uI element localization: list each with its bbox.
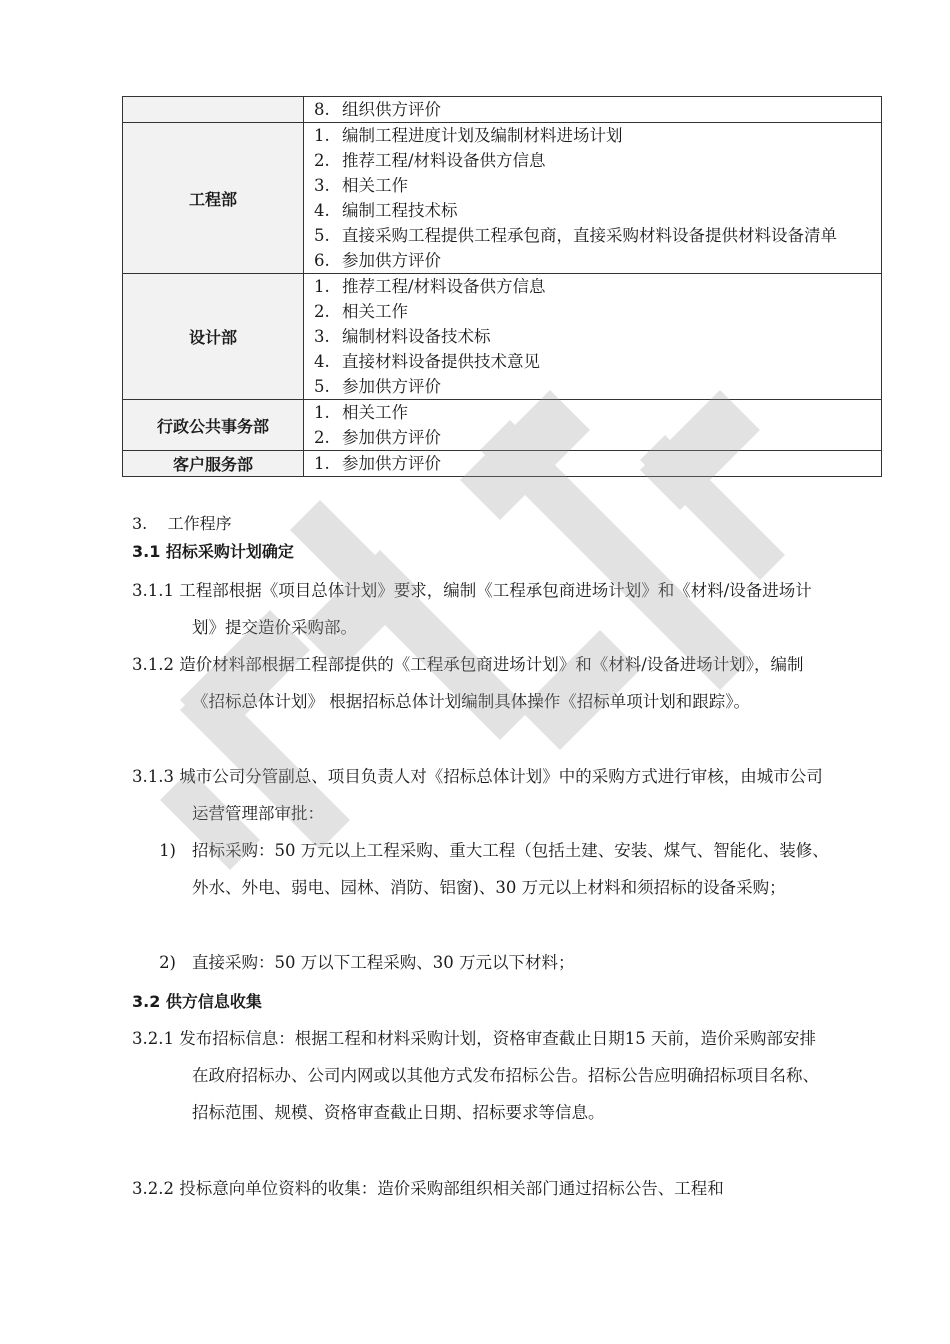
duty-number: 2. bbox=[314, 428, 330, 447]
duty-number: 3. bbox=[314, 327, 330, 346]
duty-item bbox=[314, 324, 873, 349]
list-item-2 bbox=[120, 944, 832, 981]
list-number: 2) bbox=[159, 953, 176, 972]
duty-item bbox=[314, 400, 873, 425]
duty-number: 4. bbox=[314, 352, 330, 371]
table-row bbox=[123, 400, 882, 451]
table-row bbox=[123, 274, 882, 400]
duty-item bbox=[314, 198, 873, 223]
duty-text: 推荐工程/材料设备供方信息 bbox=[342, 151, 546, 170]
duty-number: 5. bbox=[314, 226, 330, 245]
duty-text: 相关工作 bbox=[342, 302, 408, 321]
section-3-1-title bbox=[132, 540, 832, 564]
list-text: 招标采购：50 万元以上工程采购、重大工程（包括土建、安装、煤气、智能化、装修、外水、外电、弱电、园林、消防、铝窗)、30 万元以上材料和须招标的设备采购； bbox=[192, 841, 829, 897]
duty-item bbox=[314, 248, 873, 273]
section-title: 工作程序 bbox=[167, 514, 232, 533]
paragraph-text: 3.1.3 城市公司分管副总、项目负责人对《招标总体计划》中的采购方式进行审核，由城市公司运营管理部审批： bbox=[132, 767, 823, 823]
duty-number: 2. bbox=[314, 151, 330, 170]
duty-item bbox=[314, 349, 873, 374]
department-name-cell: 工程部 bbox=[123, 123, 304, 274]
duty-number: 1. bbox=[314, 126, 330, 145]
duty-text: 相关工作 bbox=[342, 403, 408, 422]
duty-number: 1. bbox=[314, 454, 330, 473]
duty-text: 参加供方评价 bbox=[342, 454, 441, 473]
duty-number: 8. bbox=[314, 100, 330, 119]
list-text: 直接采购：50 万以下工程采购、30 万元以下材料； bbox=[192, 953, 575, 972]
department-name-cell: 设计部 bbox=[123, 274, 304, 400]
para-3-1-2 bbox=[132, 646, 832, 720]
paragraph-text: 3.1.1 工程部根据《项目总体计划》要求，编制《工程承包商进场计划》和《材料/设备进场计划》提交造价采购部。 bbox=[132, 581, 812, 637]
duty-text: 推荐工程/材料设备供方信息 bbox=[342, 277, 546, 296]
duty-item bbox=[314, 173, 873, 198]
duty-number: 2. bbox=[314, 302, 330, 321]
duty-number: 3. bbox=[314, 176, 330, 195]
duty-number: 1. bbox=[314, 403, 330, 422]
duty-item bbox=[314, 299, 873, 324]
duty-number: 6. bbox=[314, 251, 330, 270]
duty-text: 直接采购工程提供工程承包商，直接采购材料设备提供材料设备清单 bbox=[342, 226, 837, 245]
duty-text: 参加供方评价 bbox=[342, 251, 441, 270]
paragraph-text: 3.2.1 发布招标信息：根据工程和材料采购计划，资格审查截止日期15 天前，造价采购部安排在政府招标办、公司内网或以其他方式发布招标公告。招标公告应明确招标项目名称、招标范围、规模、资格审查截止日期、招标要求等信息。 bbox=[132, 1029, 819, 1122]
duty-text: 直接材料设备提供技术意见 bbox=[342, 352, 540, 371]
duties-cell bbox=[304, 400, 882, 451]
section-3-heading bbox=[132, 512, 832, 536]
duty-text: 组织供方评价 bbox=[342, 100, 441, 119]
table-row bbox=[123, 97, 882, 123]
table-row bbox=[123, 451, 882, 477]
duty-number: 4. bbox=[314, 201, 330, 220]
duties-cell bbox=[304, 97, 882, 123]
duties-cell bbox=[304, 123, 882, 274]
duty-text: 编制工程技术标 bbox=[342, 201, 458, 220]
section-number: 3. bbox=[132, 514, 148, 533]
duty-item bbox=[314, 425, 873, 450]
department-name-cell: 行政公共事务部 bbox=[123, 400, 304, 451]
para-3-1-1 bbox=[132, 572, 832, 646]
duty-number: 5. bbox=[314, 377, 330, 396]
duties-cell bbox=[304, 274, 882, 400]
duty-text: 参加供方评价 bbox=[342, 377, 441, 396]
paragraph-text: 3.1.2 造价材料部根据工程部提供的《工程承包商进场计划》和《材料/设备进场计划》，编制《招标总体计划》 根据招标总体计划编制具体操作《招标单项计划和跟踪》。 bbox=[132, 655, 804, 711]
duties-cell bbox=[304, 451, 882, 477]
duty-item bbox=[314, 123, 873, 148]
paragraph-text: 3.2.2 投标意向单位资料的收集：造价采购部组织相关部门通过招标公告、工程和 bbox=[132, 1179, 724, 1198]
duty-item bbox=[314, 274, 873, 299]
section-3-2-title bbox=[132, 990, 832, 1014]
duty-text: 参加供方评价 bbox=[342, 428, 441, 447]
list-item-1 bbox=[120, 832, 832, 906]
table-row bbox=[123, 123, 882, 274]
subsection-title: 3.2 供方信息收集 bbox=[132, 992, 262, 1011]
list-number: 1) bbox=[159, 841, 176, 860]
duty-item bbox=[314, 223, 873, 248]
duty-text: 编制工程进度计划及编制材料进场计划 bbox=[342, 126, 623, 145]
department-name-cell: 客户服务部 bbox=[123, 451, 304, 477]
para-3-2-1 bbox=[132, 1020, 832, 1131]
duty-item bbox=[314, 451, 873, 476]
duty-number: 1. bbox=[314, 277, 330, 296]
duty-item bbox=[314, 374, 873, 399]
para-3-2-2 bbox=[132, 1170, 832, 1207]
duty-item bbox=[314, 148, 873, 173]
subsection-title: 3.1 招标采购计划确定 bbox=[132, 542, 294, 561]
department-name-cell bbox=[123, 97, 304, 123]
department-duty-table bbox=[122, 96, 882, 477]
duty-text: 编制材料设备技术标 bbox=[342, 327, 491, 346]
para-3-1-3 bbox=[132, 758, 832, 832]
duty-text: 相关工作 bbox=[342, 176, 408, 195]
duty-item bbox=[314, 97, 873, 122]
